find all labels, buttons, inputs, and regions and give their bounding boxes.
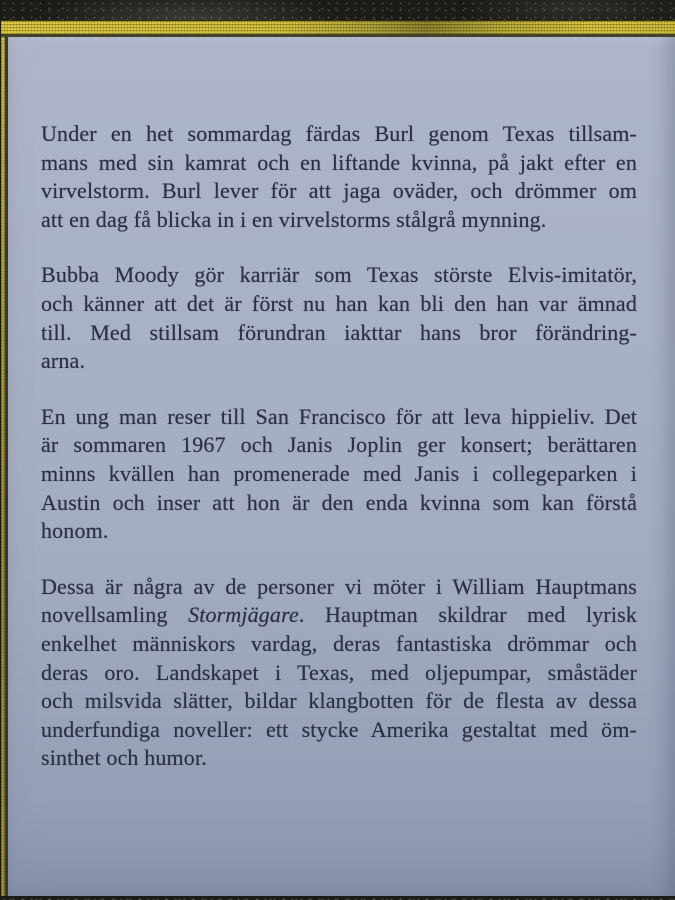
paragraph xyxy=(41,403,637,546)
text-line: sinthet och humor. xyxy=(41,745,207,771)
book-title: Stormjägare xyxy=(188,602,299,628)
text-line: deras oro. Landskapet i Texas, med oljepumpar, småstäder xyxy=(41,659,637,685)
text-line: Austin och inser att hon är den enda kvinna som kan förstå xyxy=(41,489,637,515)
text-line: att en dag få blicka in i en virvelstorms stålgrå mynning. xyxy=(41,206,547,232)
book-cloth-edge-top xyxy=(1,20,675,37)
text-line: underfundiga noveller: ett stycke Amerika gestaltat med öm- xyxy=(41,716,637,742)
text-line xyxy=(41,601,637,630)
text-line: mans med sin kamrat och en liftande kvinna, på jakt efter en xyxy=(41,149,637,175)
book-cloth-edge-left xyxy=(1,37,8,896)
text-line: enkelhet människors vardag, deras fantastiska drömmar och xyxy=(41,630,637,656)
book-back xyxy=(1,20,675,900)
text-line: minns kvällen han promenerade med Janis i collegeparken i xyxy=(41,460,637,486)
book-body xyxy=(1,37,675,896)
text-segment: . Hauptman skildrar med lyrisk xyxy=(298,602,637,628)
text-line: honom. xyxy=(41,518,109,544)
paragraph xyxy=(41,261,637,375)
text-line: Dessa är några av de personer vi möter i William Hauptmans xyxy=(41,573,637,599)
blurb-text xyxy=(8,120,675,773)
text-line: Bubba Moody gör karriär som Texas störste Elvis-imitatör, xyxy=(41,262,637,288)
text-line: arna. xyxy=(41,348,86,374)
text-line: virvelstorm. Burl lever för att jaga oväder, och drömmer om xyxy=(41,178,637,204)
text-line: till. Med stillsam förundran iakttar hans bror förändring- xyxy=(41,319,637,345)
text-segment: novellsamling xyxy=(41,602,189,628)
text-line: och milsvida slätter, bildar klangbotten för de flesta av dessa xyxy=(41,688,637,714)
back-cover xyxy=(8,37,675,896)
text-line: Under en het sommardag färdas Burl genom Texas tillsam- xyxy=(41,121,637,146)
text-line: är sommaren 1967 och Janis Joplin ger konsert; berättaren xyxy=(41,432,637,458)
text-line: En ung man reser till San Francisco för att leva hippieliv. Det xyxy=(41,403,637,429)
text-line: och känner att det är först nu han kan bli den han var ämnad xyxy=(41,290,637,316)
paragraph xyxy=(41,573,637,773)
paragraph xyxy=(41,120,637,234)
